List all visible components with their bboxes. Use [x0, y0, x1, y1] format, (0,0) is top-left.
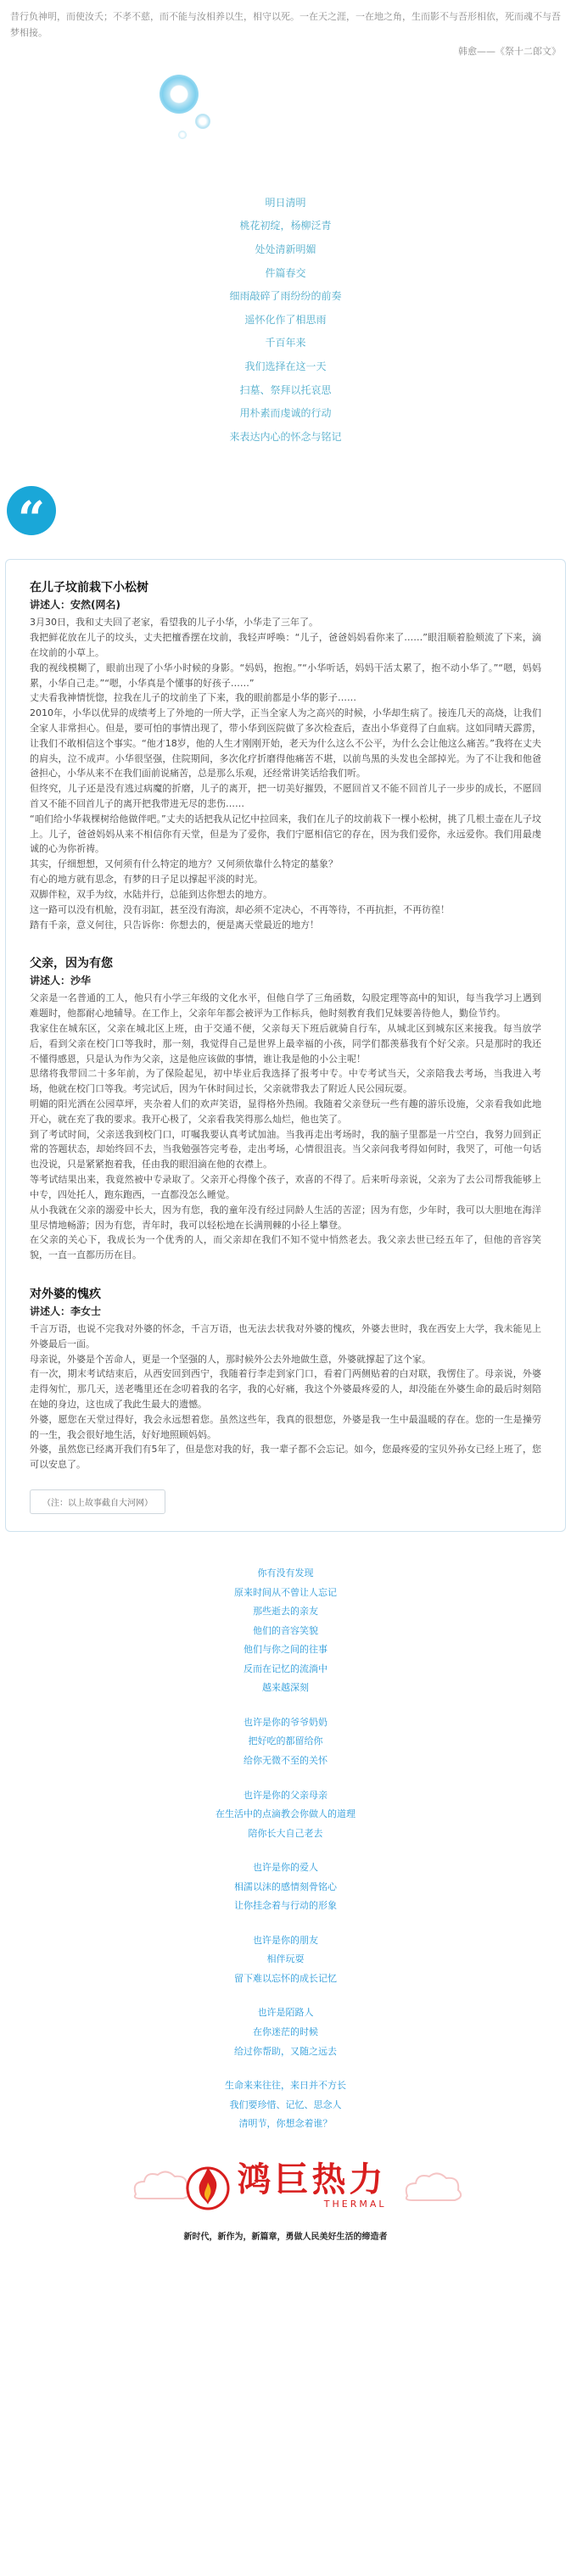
- story-paragraph: 踏有千亲，意义何往，只告诉你：你想去的，便是离天堂最近的地方！: [30, 919, 319, 930]
- story-paragraph: 千言万语，也说不完我对外婆的怀念，千言万语，也无法去状我对外婆的愧疚，外婆去世时，我在西安上大学，我未能见上外婆最后一面。: [30, 1322, 541, 1349]
- slogan: 新时代，新作为，新篇章，勇做人民美好生活的缔造者: [183, 2232, 388, 2242]
- cloud-left-icon: [127, 2165, 195, 2207]
- poem-stanza: [0, 1713, 571, 1771]
- center-poem-line: 用朴素而虔诚的行动: [239, 407, 332, 420]
- poem-line: 在生活中的点滴教会你做人的道理: [216, 1808, 355, 1820]
- bubble-decoration: [0, 64, 571, 209]
- story-narrator: 讲述人：沙华: [30, 975, 92, 987]
- poem-line: 留下难以忘怀的成长记忆: [234, 1972, 337, 1984]
- story-paragraph: 母亲说，外婆是个苦命人，更是一个坚强的人，那时候外公去外地做生意，外婆就撑起了这个家。: [30, 1353, 431, 1365]
- center-poem: [0, 192, 571, 450]
- center-poem-line: 千百年来: [265, 337, 306, 349]
- story-paragraph: 父亲是一名普通的工人，他只有小学三年级的文化水平，但他自学了三角函数，勾股定理等高中的知识，每当我学习上遇到难题时，他都耐心地辅导。在工作上，父亲年年都会被评为工作标兵，他时刻教育我们兄妹要善待他人，勤俭节约。: [30, 992, 541, 1020]
- poem-line: 陪你长大自己老去: [248, 1827, 323, 1839]
- story-narrator: 讲述人：李女士: [30, 1305, 102, 1317]
- header-quote-text: 昔行负神明，而使汝夭；不孝不慈，而不能与汝相养以生，相守以死。一在天之涯，一在地之角，生而影不与吾形相依，死而魂不与吾梦相接。: [10, 11, 561, 39]
- poem-line: 生命来来往往，来日并不方长: [225, 2080, 346, 2092]
- poem-line: 给过你帮助，又随之远去: [234, 2045, 337, 2057]
- poem-line: 给你无微不至的关怀: [244, 1755, 327, 1767]
- poem-line: 也许是你的父亲母亲: [244, 1789, 327, 1801]
- story-narrator: 讲述人：安然(网名): [30, 599, 120, 612]
- poem-line: 也许是陌路人: [257, 2007, 314, 2019]
- story-paragraph: 我把鲜花放在儿子的坟头，丈夫把檀香摆在坟前，我轻声呼唤：“儿子，爸爸妈妈看你来了……”眼泪顺着脸颊流了下来，滴在坟前的小草上。: [30, 632, 541, 658]
- poem-line: 他们的音容笑貌: [253, 1624, 318, 1636]
- story-paragraph: 思绪将我带回二十多年前，为了保险起见，初中毕业后我选择了报考中专。中专考试当天，父亲陪我去考场，当我进入考场，他就在校门口等我。考完试后，因为午休时间过长，父亲就带我去了附近人民公园玩耍。: [30, 1068, 541, 1095]
- center-poem-line: 桃花初绽，杨柳泛青: [239, 220, 332, 232]
- poem-line: 也许是你的爷爷奶奶: [244, 1716, 327, 1728]
- poem-line: 相伴玩耍: [266, 1953, 305, 1965]
- story-paragraph: 到了考试时间，父亲送我到校门口，叮嘱我要认真考试加油。当我再走出考场时，我的脑子里都是一片空白，我努力回到正常的答题状态，却始终回不去，当我勉强答完考卷，走出考场，心情很沮丧。当父亲问我考得如何时，我哭了，可他一句话也没说，只是紧紧抱着我，任由我的眼泪滴在他的衣襟上。: [30, 1128, 541, 1171]
- story-paragraph: 我的视线模糊了，眼前出现了小华小时候的身影。“妈妈，抱抱。”“小华听话，妈妈干活太累了，抱不动小华了。”“嗯，妈妈累，小华自己走。”“嗯，小华真是个懂事的好孩子……”: [30, 662, 541, 689]
- story-paragraph: 等考试结果出来，我竟然被中专录取了。父亲开心得像个孩子，欢喜的不得了。后来听母亲说，父亲为了去公司帮我能够上中专，四处托人，跑东跑西，一直都没怎么睡觉。: [30, 1174, 541, 1200]
- story-paragraph: 丈夫看我神情恍惚，拉我在儿子的坟前坐了下来，我的眼前都是小华的影子……: [30, 692, 356, 704]
- story-paragraph: 在父亲的关心下，我成长为一个优秀的人，而父亲却在我们不知不觉中悄然老去。我父亲去世已经五年了，但他的音容笑貌，一直一直都历历在目。: [30, 1234, 541, 1261]
- story-paragraph: 2010年，小华以优异的成绩考上了外地的一所大学，正当全家人为之高兴的时候，小华却生病了。接连几天的高烧，让我们全家人非常担心。但是，要可怕的事情出现了，带小华到医院做了多次检查后，查出小华竟得了白血病。这如同晴天霹雳，让我们不敢相信这个事实。“他才18岁，他的人生才刚刚开始，老天为什么这么不公平，为什么会让他这么痛苦。”我将在丈夫的肩头，泣不成声。小华很坚强，住院期间，多次化疗折磨得他痛苦不堪，以前鸟黑的头发也全部掉光。为了不让我和他爸爸担心，小华从来不在我们面前说痛苦，总是那么乐观，还经常讲笑话给我们听。: [30, 707, 541, 780]
- poem-line: 原来时间从不曾让人忘记: [234, 1586, 337, 1598]
- story-title: 父亲，因为有您: [30, 957, 113, 971]
- poem-line: 也许是你的爱人: [253, 1862, 318, 1874]
- story-paragraph: 有一次，期末考试结束后，从西安回到西宁，我随着行李走到家门口，看着门两侧贴着的白对联，我愣住了。母亲说，外婆走得匆忙，那几天，送老嘴里还在念叨着我的名字，我的心好痛，我这个外婆最疼爱的人，却没能在外婆生命的最后时刻陪在她的身边，这也成了我此生最大的遗憾。: [30, 1368, 541, 1411]
- story-title: 在儿子坟前栽下小松树: [30, 581, 148, 595]
- story-gap: [30, 932, 541, 947]
- story: [30, 954, 541, 1263]
- poem-line: 我们要珍惜、记忆、思念人: [229, 2098, 342, 2110]
- header-quote-attribution: 韩愈——《祭十二郎文》: [458, 45, 561, 57]
- story-paragraph: 有心的地方就有思念，有梦的日子足以撑起平淡的时光。: [30, 874, 263, 886]
- cloud-right-icon: [399, 2166, 467, 2209]
- story-paragraph: 外婆，愿您在天堂过得好，我会永远想着您。虽然这些年，我真的很想您，外婆是我一生中最温暖的存在。您的一生是操劳的一生，我会很好地生活，好好地照顾妈妈。: [30, 1413, 541, 1440]
- brand-logo: [0, 2153, 571, 2221]
- poem-stanza: [0, 1931, 571, 1989]
- story-paragraph: 其实，仔细想想，又何须有什么特定的地方？又何须依靠什么特定的墓象？: [30, 858, 338, 870]
- story: [30, 578, 541, 932]
- poem-line: 反而在记忆的流淌中: [244, 1662, 327, 1674]
- story-title: 对外婆的愧疚: [30, 1287, 101, 1301]
- story: [30, 1285, 541, 1472]
- story-paragraph: 我家住在城东区，父亲在城北区上班，由于交通不便，父亲每天下班后就骑自行车，从城北区到城东区来接我。每当放学后，看到父亲在校门口等我时，那一刻，我觉得自己是世界上最幸福的小孩，同学们都羡慕我有个好父亲。只是那时的我还不懂得感恩，只是认为作为父亲，这是他应该做的事情，谁让我是他的小公主呢！: [30, 1022, 541, 1064]
- story-paragraph: 明媚的阳光洒在公园草坪，夹杂着人们的欢声笑语，显得格外热闹。我随着父亲登玩一些有趣的游乐设施，父亲看我如此地开心，就在充了我的要求。我开心极了，父亲看我笑得那么灿烂，他也笑了。: [30, 1098, 541, 1125]
- header-quote: [0, 0, 571, 64]
- poem-line: 让你挂念着与行动的形象: [234, 1900, 337, 1912]
- closing-poem: [0, 1564, 571, 2134]
- poem-line: 把好吃的都留给你: [248, 1735, 323, 1747]
- bubble-small: [195, 114, 210, 129]
- brand-text: [237, 2160, 387, 2210]
- story-paragraph: 但终究，儿子还是没有逃过病魔的折磨，儿子的离开，把一切美好摧毁，不愿回首又不能不回首儿子一步步的成长，不愿回首又不能不回首儿子的离开把我带进无尽的悲伤……: [30, 783, 541, 810]
- brand-name-cn: 鸿巨热力: [237, 2160, 387, 2200]
- poem-line: 他们与你之间的往事: [244, 1644, 327, 1656]
- stories-box: [5, 559, 566, 1532]
- story-paragraph: “咱们给小华栽棵树给他做伴吧。”丈夫的话把我从记忆中拉回来，我们在儿子的坟前栽下一棵小松树，挑了几根土壶在儿子坟上。儿子，爸爸妈妈从来不相信你有天堂，但是为了爱你，我们宁愿相信它的存在，因为我们爱你，永远爱你。我们用最虔诚的心为你祈祷。: [30, 813, 541, 855]
- center-poem-line: 来表达内心的怀念与铭记: [229, 430, 342, 443]
- story-paragraph: 从小我就在父亲的溺爱中长大，因为有您，我的童年没有经过同龄人生活的苦涩；因为有您，少年时，我可以大胆地在海洋里尽情地畅游；因为有您，青年时，我可以轻松地在长满荆棘的小径上攀登。: [30, 1204, 541, 1231]
- brand-name-en: THERMAL: [323, 2199, 387, 2210]
- poem-line: 越来越深刻: [262, 1682, 309, 1694]
- source-footnote: （注：以上故事截自大河网）: [30, 1489, 165, 1514]
- poem-line: 也许是你的朋友: [253, 1934, 318, 1946]
- center-poem-line: 细雨敲碎了雨纷纷的前奏: [229, 290, 342, 303]
- poem-line: 那些逝去的亲友: [253, 1606, 318, 1618]
- story-paragraph: 外婆，虽然您已经离开我们有5年了，但是您对我的好，我一辈子都不会忘记。如今，您最疼爱的宝贝外孙女已经上班了，您可以安息了。: [30, 1444, 541, 1471]
- poem-stanza: [0, 2003, 571, 2061]
- center-poem-line: 件篇春交: [265, 266, 306, 279]
- poem-stanza: [0, 2076, 571, 2134]
- poem-line: 你有没有发现: [257, 1567, 314, 1579]
- poem-stanza: [0, 1858, 571, 1916]
- poem-stanza: [0, 1564, 571, 1698]
- story-paragraph: 这一路可以没有机舱，没有羽缸，甚至没有海滨，却必须不定决心，不再等待，不再抗拒，不再彷徨！: [30, 903, 450, 915]
- story-paragraph: 双脚伴粒，双手为纹，水陆并行，总能到达你想去的地方。: [30, 888, 272, 900]
- center-poem-line: 处处清新明媚: [255, 243, 316, 255]
- poem-line: 在你迷茫的时候: [253, 2026, 318, 2038]
- poem-stanza: [0, 1786, 571, 1844]
- story-paragraph: 3月30日，我和丈夫回了老家，看望我的儿子小华，小华走了三年了。: [30, 617, 318, 629]
- poem-line: 相濡以沫的感情刻骨铭心: [234, 1880, 337, 1892]
- center-poem-line: 扫墓、祭拜以托哀思: [239, 383, 332, 396]
- center-poem-line: 遥怀化作了相思雨: [244, 313, 327, 326]
- poem-line: 清明节，你想念着谁？: [238, 2118, 333, 2130]
- center-poem-line: 明日清明: [265, 196, 306, 209]
- quote-mark-icon: “: [7, 486, 56, 535]
- center-poem-line: 我们选择在这一天: [244, 360, 327, 372]
- bubble-large: [160, 75, 199, 114]
- story-gap: [30, 1263, 541, 1278]
- quote-mark-decoration: [0, 474, 571, 550]
- bubble-tiny: [178, 131, 187, 139]
